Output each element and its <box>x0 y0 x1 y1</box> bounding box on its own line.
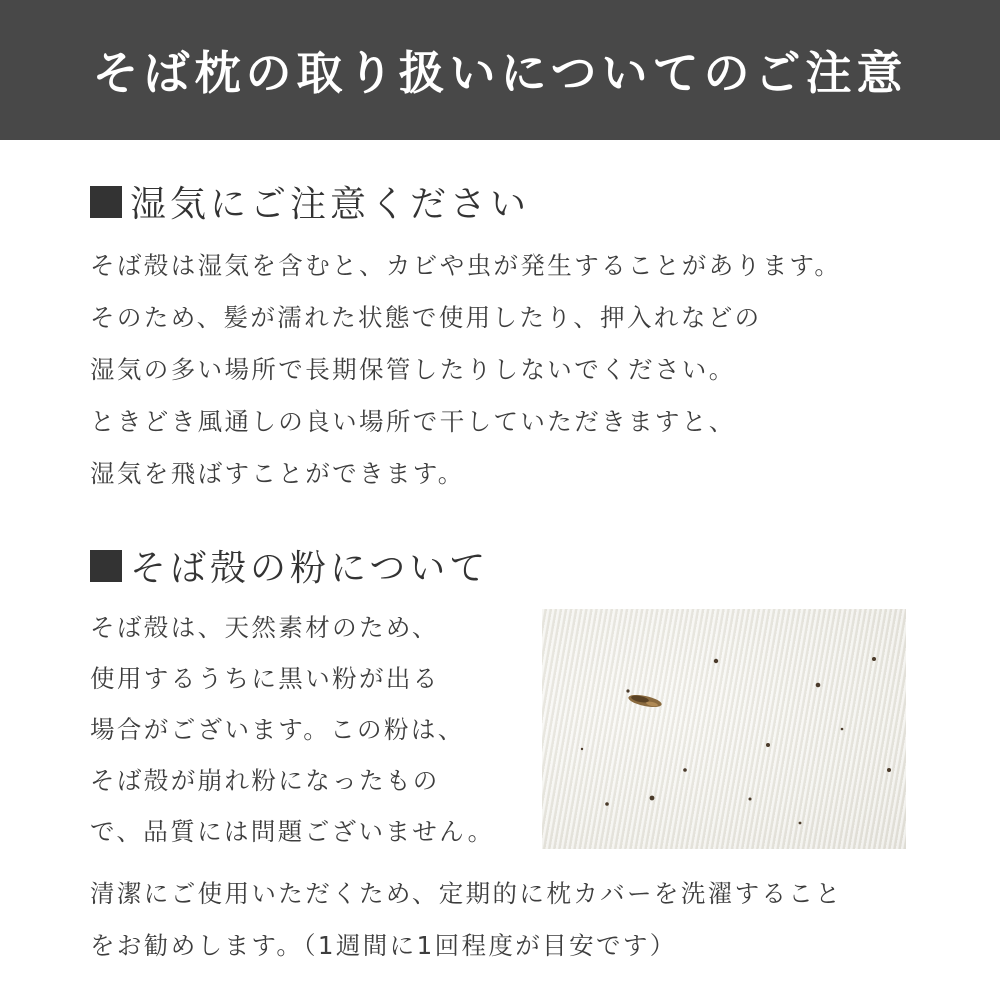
paragraph-line: で、品質には問題ございません。 <box>90 817 495 846</box>
paragraph-line: そのため、髪が濡れた状態で使用したり、押入れなどの <box>90 303 762 332</box>
paragraph-line: 湿気の多い場所で長期保管したりしないでください。 <box>90 355 736 384</box>
washing-advice-paragraph <box>90 868 842 972</box>
fabric-with-powder-image <box>542 609 906 849</box>
buckwheat-powder-photo <box>542 609 906 849</box>
section-heading-humidity <box>90 176 530 227</box>
page-title: そば枕の取り扱いについてのご注意 <box>92 46 908 100</box>
powder-paragraph <box>90 602 494 857</box>
paragraph-line: そば殻は湿気を含むと、カビや虫が発生することがあります。 <box>90 251 842 280</box>
square-bullet-icon <box>90 550 122 582</box>
section-heading-powder <box>90 540 489 591</box>
paragraph-line: 使用するうちに黒い粉が出る <box>90 664 440 693</box>
paragraph-line: そば殻が崩れ粉になったもの <box>90 766 440 795</box>
paragraph-line: をお勧めします。（1週間に1回程度が目安です） <box>90 931 677 960</box>
humidity-paragraph <box>90 240 841 500</box>
paragraph-line: ときどき風通しの良い場所で干していただきますと、 <box>90 407 736 436</box>
husk-fragment <box>627 693 662 710</box>
powder-specks <box>581 657 891 824</box>
paragraph-line: 湿気を飛ばすことができます。 <box>90 459 465 488</box>
paragraph-line: そば殻は、天然素材のため、 <box>90 613 439 642</box>
section-heading-text: 湿気にご注意ください <box>130 184 531 225</box>
section-heading-text: そば殻の粉について <box>130 548 490 589</box>
square-bullet-icon <box>90 186 122 218</box>
header-banner <box>0 0 1000 140</box>
paragraph-line: 清潔にご使用いただくため、定期的に枕カバーを洗濯すること <box>90 879 843 908</box>
paragraph-line: 場合がございます。この粉は、 <box>90 715 465 744</box>
